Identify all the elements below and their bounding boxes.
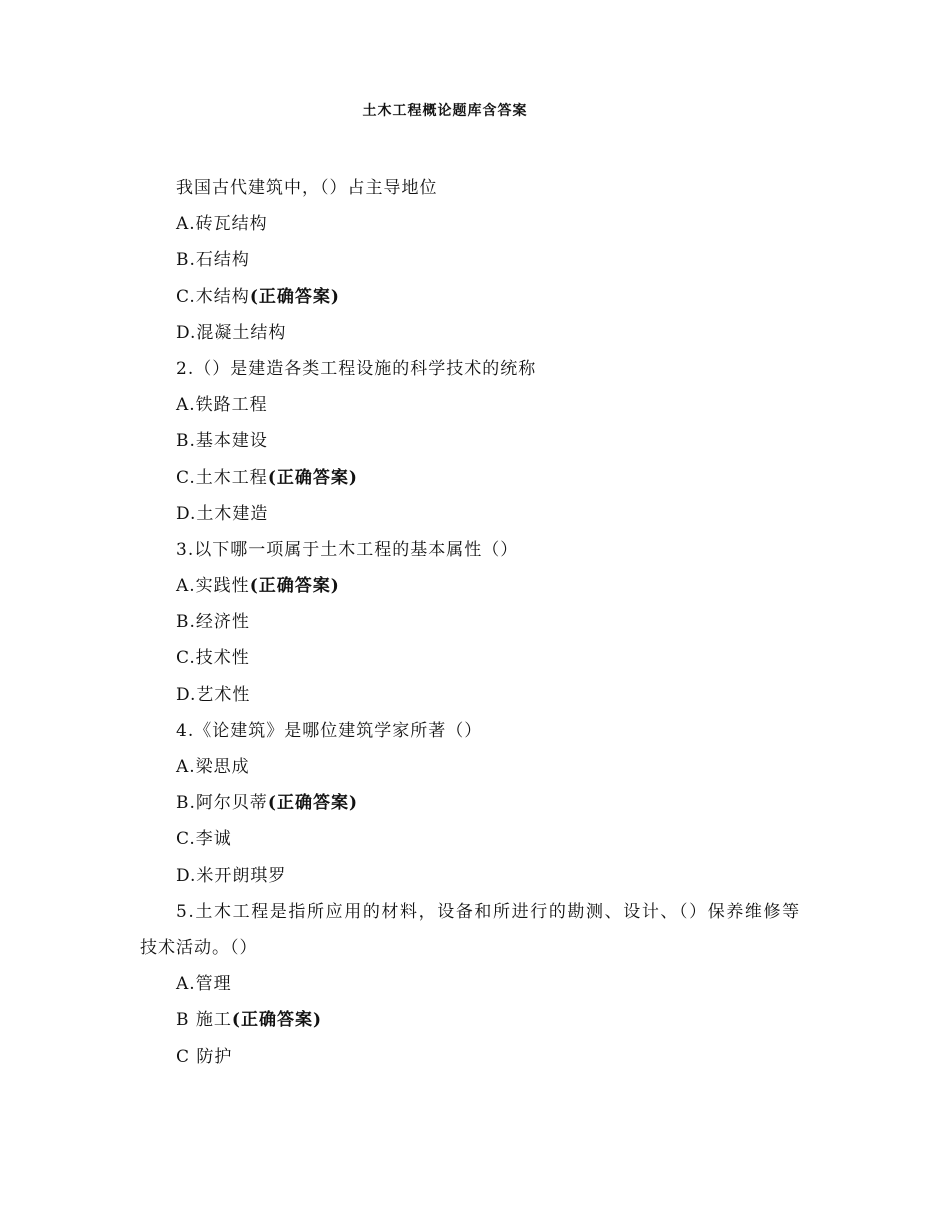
- option-text: C.技术性: [176, 648, 250, 669]
- question-stem: 我国古代建筑中，（）占主导地位: [176, 178, 438, 198]
- option-text: A.铁路工程: [176, 395, 268, 416]
- option-a: [140, 387, 830, 423]
- option-text: C.木结构: [176, 286, 250, 307]
- option-a: [140, 749, 830, 785]
- option-text: C.土木工程: [176, 467, 268, 488]
- option-text: A.管理: [176, 974, 232, 995]
- option-a: [140, 568, 830, 604]
- correct-answer-mark: (正确答案): [231, 1010, 322, 1031]
- document-title: 土木工程概论题库含答案: [362, 103, 528, 119]
- correct-answer-mark: (正确答案): [249, 286, 340, 307]
- question-stem-continuation: 技术活动。（）: [140, 937, 258, 958]
- option-d: [140, 315, 830, 351]
- option-text: C 防护: [176, 1046, 233, 1067]
- option-b: [140, 1002, 830, 1038]
- option-text: A.梁思成: [176, 757, 250, 777]
- option-text: B.经济性: [176, 612, 250, 633]
- option-text: C.李诚: [176, 829, 232, 850]
- option-text: A.实践性: [176, 576, 250, 597]
- option-d: [140, 677, 830, 713]
- option-c: [140, 279, 830, 315]
- question-stem: 3.以下哪一项属于土木工程的基本属性（）: [176, 539, 519, 560]
- option-text: D.米开朗琪罗: [176, 865, 287, 886]
- option-c: [140, 1039, 830, 1075]
- option-c: [140, 640, 830, 676]
- option-d: [140, 858, 830, 894]
- option-text: B 施工: [176, 1010, 232, 1031]
- option-text: B.基本建设: [176, 431, 268, 452]
- question-stem: 4.《论建筑》是哪位建筑学家所著（）: [176, 720, 483, 741]
- correct-answer-mark: (正确答案): [249, 576, 340, 597]
- option-text: B.阿尔贝蒂: [176, 793, 268, 814]
- correct-answer-mark: (正确答案): [267, 467, 358, 488]
- option-text: B.石结构: [176, 250, 250, 271]
- question-stem: 2.（）是建造各类工程设施的科学技术的统称: [176, 358, 537, 379]
- option-text: D.艺术性: [176, 684, 251, 705]
- question-stem: 5.土木工程是指所应用的材料，设备和所进行的勘测、设计、（）保养维修等: [176, 901, 801, 922]
- option-a: [140, 206, 830, 242]
- option-a: [140, 966, 830, 1002]
- option-c: [140, 821, 830, 857]
- option-text: A.砖瓦结构: [176, 214, 268, 235]
- option-b: [140, 423, 830, 459]
- option-b: [140, 242, 830, 278]
- option-d: [140, 496, 830, 532]
- option-b: [140, 785, 830, 821]
- option-c: [140, 460, 830, 496]
- question-list: [140, 170, 830, 1075]
- correct-answer-mark: (正确答案): [267, 793, 358, 814]
- option-b: [140, 604, 830, 640]
- option-text: D.土木建造: [176, 503, 269, 524]
- option-text: D.混凝土结构: [176, 322, 287, 343]
